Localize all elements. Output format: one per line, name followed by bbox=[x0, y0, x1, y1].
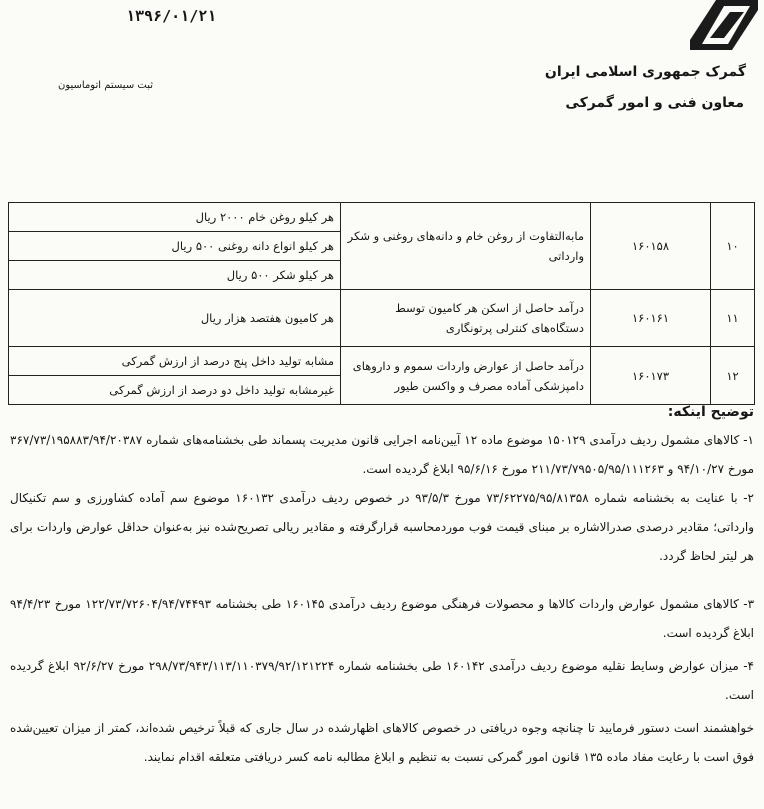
org-name: گمرک جمهوری اسلامی ایران bbox=[544, 64, 746, 80]
revenue-table bbox=[8, 202, 755, 405]
row-number: ۱۰ bbox=[711, 203, 755, 290]
amount-cell: هر کیلو روغن خام ۲۰۰۰ ریال bbox=[9, 203, 341, 232]
revenue-code: ۱۶۰۱۷۳ bbox=[591, 347, 711, 405]
explanation-title: توضیح اینکه: bbox=[667, 404, 754, 420]
amount-cell: مشابه تولید داخل پنج درصد از ارزش گمرکی bbox=[9, 347, 341, 376]
note-paragraph-1: ۱- کالاهای مشمول ردیف درآمدی ۱۵۰۱۲۹ موضوع ماده ۱۲ آیین‌نامه اجرایی قانون مدیریت پسماند طی بخشنامه‌های شماره ۳۶۷/۷۳/۱۹۵۸۸۳/۹۴/۲۰۳۸۷ مورخ ۹۴/۱۰/۲۷ و ۲۱۱/۷۳/۷۹۵۰۵/۹۵/۱۱۱۲۶۳ مورخ ۹۵/۶/۱۶ ابلاغ گردیده است. bbox=[10, 433, 754, 476]
amount-cell: هر کیلو شکر ۵۰۰ ریال bbox=[9, 261, 341, 290]
closing-paragraph: خواهشمند است دستور فرمایید تا چنانچه وجوه دریافتی در خصوص کالاهای اظهارشده در سال جاری که قبلاً ترخیص شده‌اند، کمتر از میزان تعیین‌شده فوق است با رعایت مفاد ماده ۱۳۵ قانون امور گمرکی نسبت به تنظیم و ابلاغ مطالبه نامه کسر دریافتی متعلقه اقدام نمایند. bbox=[10, 721, 754, 764]
table-row bbox=[9, 347, 755, 376]
note-paragraph-2: ۲- با عنایت به بخشنامه شماره ۷۳/۶۲۲۷۵/۹۵/۸۱۳۵۸ مورخ ۹۳/۵/۳ در خصوص ردیف درآمدی ۱۶۰۱۳۲ موضوع سم آماده کشاورزی و سم تکنیکال وارداتی؛ مقادیر درصدی صدرالاشاره بر مبنای قیمت فوب موردمحاسبه قرارگرفته و مقادیر ریالی تصریح‌شده نیز به‌عنوان حداقل عوارض واردات برای هر لیتر لحاظ گردد. bbox=[10, 491, 754, 563]
table-row bbox=[9, 290, 755, 347]
note-paragraph-4: ۴- میزان عوارض وسایط نقلیه موضوع ردیف درآمدی ۱۶۰۱۴۲ طی بخشنامه شماره ۲۹۸/۷۳/۹۴۳/۱۱۳/۱۱۰۳۷۹/۹۲/۱۲۱۲۲۴ مورخ ۹۲/۶/۲۷ ابلاغ گردیده است. bbox=[10, 659, 754, 702]
registration-note: ثبت سیستم اتوماسیون bbox=[58, 80, 154, 91]
revenue-code: ۱۶۰۱۶۱ bbox=[591, 290, 711, 347]
row-number: ۱۱ bbox=[711, 290, 755, 347]
amount-cell: هر کامیون هفتصد هزار ریال bbox=[9, 290, 341, 347]
amount-cell: هر کیلو انواع دانه روغنی ۵۰۰ ریال bbox=[9, 232, 341, 261]
table-row bbox=[9, 203, 755, 232]
note-paragraph-3: ۳- کالاهای مشمول عوارض واردات کالاها و محصولات فرهنگی موضوع ردیف درآمدی ۱۶۰۱۴۵ طی بخشنامه ۱۲۲/۷۳/۷۲۶۰۴/۹۴/۷۴۴۹۳ مورخ ۹۴/۴/۲۳ ابلاغ گردیده است. bbox=[10, 597, 755, 640]
revenue-description: درآمد حاصل از اسکن هر کامیون توسط دستگاه‌های کنترلی پرتونگاری bbox=[341, 290, 591, 347]
department-name: معاون فنی و امور گمرکی bbox=[565, 95, 744, 111]
revenue-description: مابه‌التفاوت از روغن خام و دانه‌های روغنی و شکر وارداتی bbox=[341, 203, 591, 290]
revenue-description: درآمد حاصل از عوارض واردات سموم و داروهای دامپزشکی آماده مصرف و واکسن طیور bbox=[341, 347, 591, 405]
customs-logo bbox=[686, 0, 758, 50]
revenue-code: ۱۶۰۱۵۸ bbox=[591, 203, 711, 290]
row-number: ۱۲ bbox=[711, 347, 755, 405]
amount-cell: غیرمشابه تولید داخل دو درصد از ارزش گمرکی bbox=[9, 376, 341, 405]
document-date: ۱۳۹۶/۰۱/۲۱ bbox=[126, 7, 217, 25]
